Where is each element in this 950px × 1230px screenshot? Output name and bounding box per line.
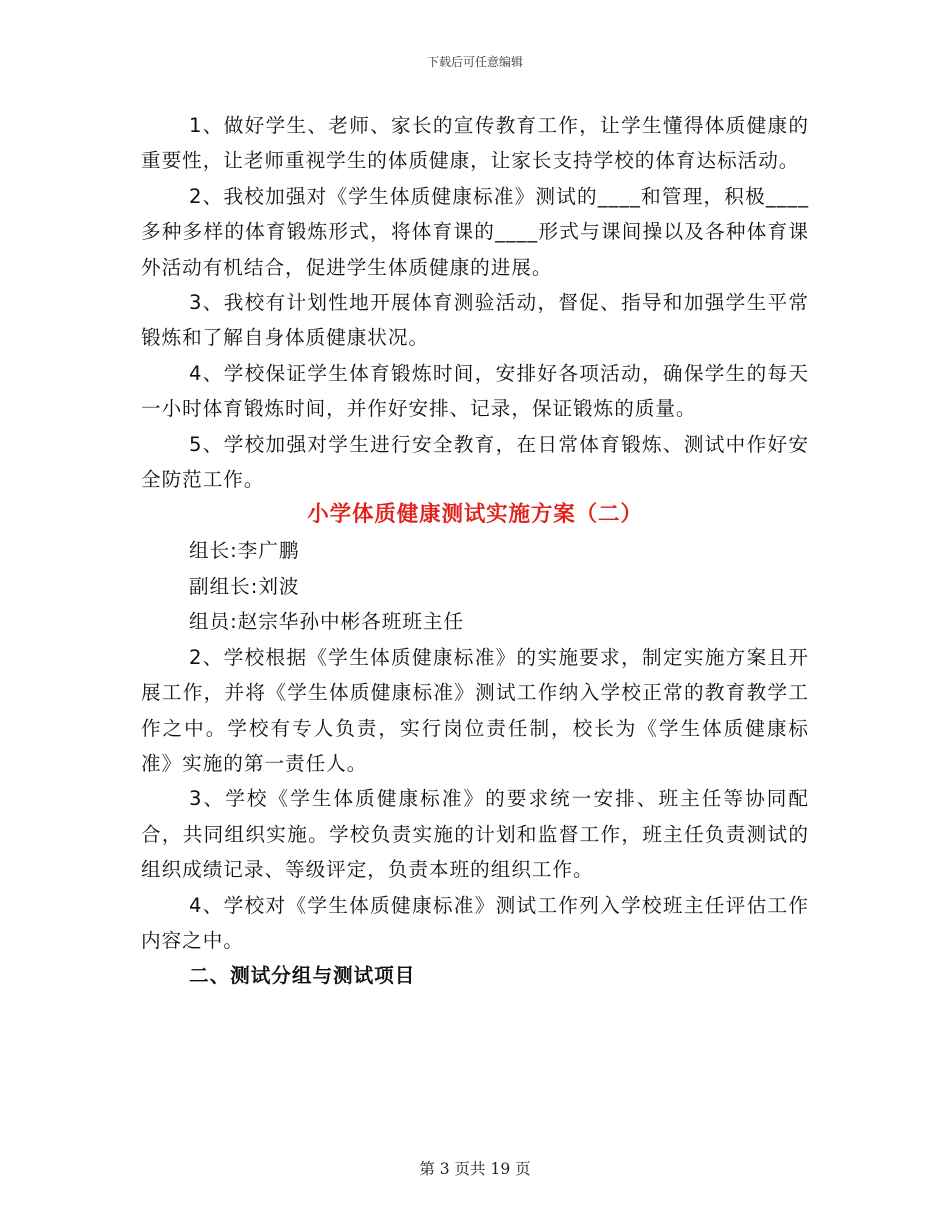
paragraph-5: 5、学校加强对学生进行安全教育，在日常体育锻炼、测试中作好安全防范工作。 <box>141 432 809 492</box>
clause-2: 2、学校根据《学生体质健康标准》的实施要求，制定实施方案且开展工作，并将《学生体质健康标准》测试工作纳入学校正常的教育教学工作之中。学校有专人负责，实行岗位责任制，校长为《学生体质健康标准》实施的第一责任人。 <box>141 645 809 775</box>
group-leader: 组长:李广鹏 <box>189 539 300 563</box>
clause-3: 3、学校《学生体质健康标准》的要求统一安排、班主任等协同配合，共同组织实施。学校负责实施的计划和监督工作，班主任负责测试的组织成绩记录、等级评定，负责本班的组织工作。 <box>141 787 809 882</box>
document-body <box>141 108 809 994</box>
paragraph-3: 3、我校有计划性地开展体育测验活动，督促、指导和加强学生平常锻炼和了解自身体质健康状况。 <box>141 291 809 350</box>
paragraph-1: 1、做好学生、老师、家长的宣传教育工作，让学生懂得体质健康的重要性，让老师重视学生的体质健康，让家长支持学校的体育达标活动。 <box>141 114 809 173</box>
vice-group-leader: 副组长:刘波 <box>189 574 300 598</box>
paragraph-4: 4、学校保证学生体育锻炼时间，安排好各项活动，确保学生的每天一小时体育锻炼时间，并作好安排、记录，保证锻炼的质量。 <box>141 361 809 421</box>
clause-4: 4、学校对《学生体质健康标准》测试工作列入学校班主任评估工作内容之中。 <box>141 893 809 952</box>
section-heading: 二、测试分组与测试项目 <box>189 964 416 988</box>
document-title: 小学体质健康测试实施方案（二） <box>307 502 643 528</box>
page-footer: 第 3 页共 19 页 <box>419 1160 531 1178</box>
group-members: 组员:赵宗华孙中彬各班班主任 <box>189 610 465 634</box>
page-header: 下载后可任意编辑 <box>426 55 523 69</box>
paragraph-2: 2、我校加强对《学生体质健康标准》测试的____和管理，积极____多种多样的体育锻炼形式，将体育课的____形式与课间操以及各种体育课外活动有机结合，促进学生体质健康的进展。 <box>141 184 809 279</box>
